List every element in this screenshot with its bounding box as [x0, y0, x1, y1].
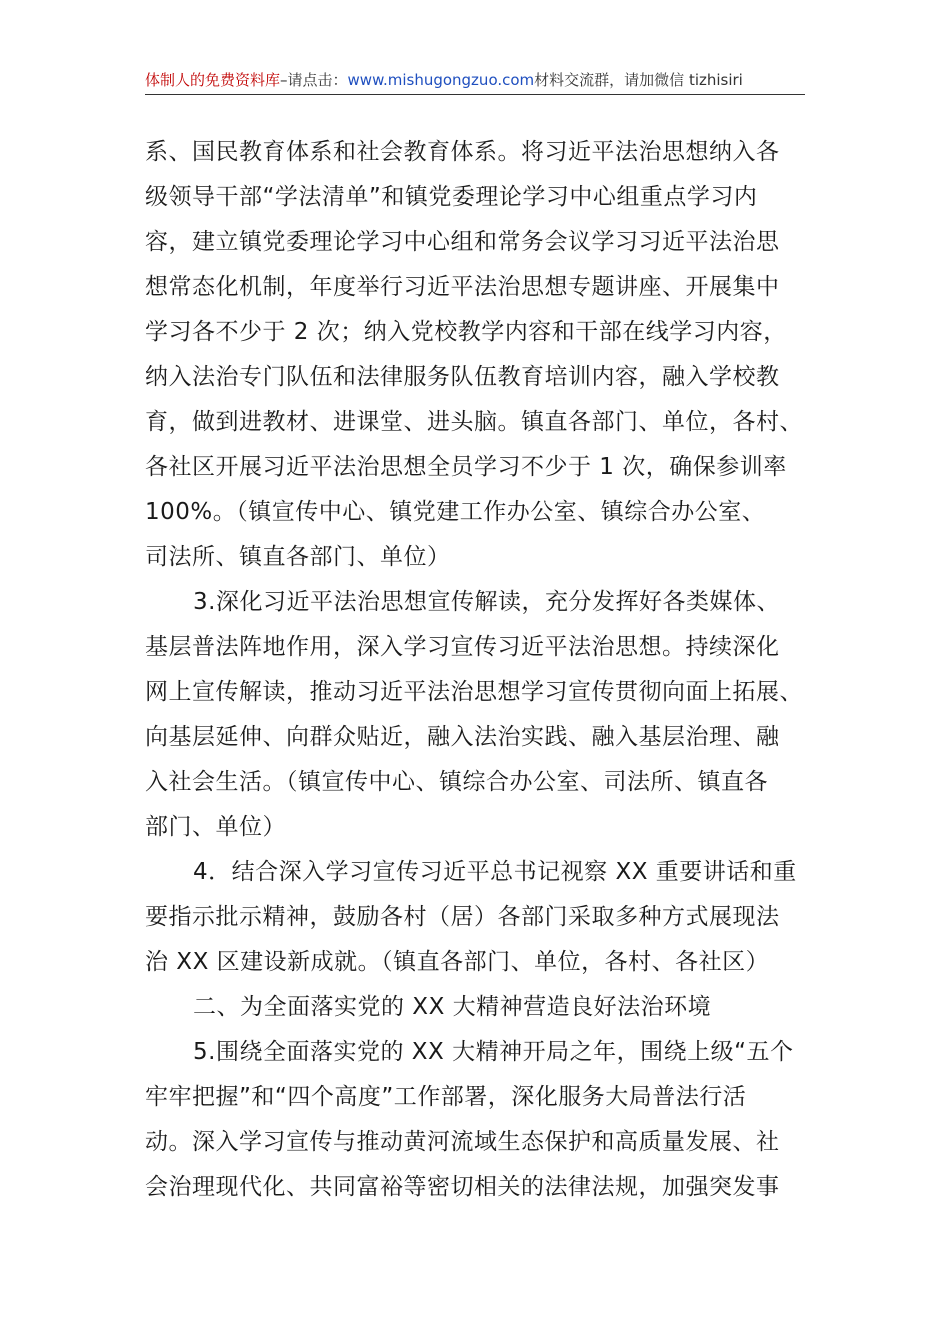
text-line: 系、国民教育体系和社会教育体系。将习近平法治思想纳入各: [145, 139, 780, 165]
text-line: 基层普法阵地作用，深入学习宣传习近平法治思想。持续深化: [145, 634, 780, 660]
text-line: 治 XX 区建设新成就。（镇直各部门、单位，各村、各社区）: [145, 949, 770, 975]
text-line: 纳入法治专门队伍和法律服务队伍教育培训内容，融入学校教: [145, 364, 780, 390]
header-website-link[interactable]: www.mishugongzuo.com: [347, 71, 535, 89]
header-prompt: –请点击：: [280, 71, 348, 89]
text-line: 想常态化机制，年度举行习近平法治思想专题讲座、开展集中: [145, 274, 780, 300]
text-line: 100%。（镇宣传中心、镇党建工作办公室、镇综合办公室、: [145, 499, 766, 525]
document-body: [145, 130, 815, 1210]
header-brand: 体制人的免费资料库: [145, 71, 281, 89]
text-line: 司法所、镇直各部门、单位）: [145, 544, 451, 570]
text-line: 要指示批示精神，鼓励各村（居）各部门采取多种方式展现法: [145, 904, 780, 930]
text-line: 网上宣传解读，推动习近平法治思想学习宣传贯彻向面上拓展、: [145, 679, 803, 705]
text-line: 各社区开展习近平法治思想全员学习不少于 1 次，确保参训率: [145, 454, 787, 480]
text-line: 入社会生活。（镇宣传中心、镇综合办公室、司法所、镇直各: [145, 769, 768, 795]
text-line: 部门、单位）: [145, 814, 286, 840]
text-line: 级领导干部“学法清单”和镇党委理论学习中心组重点学习内: [145, 184, 758, 210]
text-line: 学习各不少于 2 次；纳入党校教学内容和干部在线学习内容，: [145, 319, 787, 345]
paragraph-start-line: 4．结合深入学习宣传习近平总书记视察 XX 重要讲话和重: [193, 859, 797, 885]
paragraph-start-line: 3.深化习近平法治思想宣传解读，充分发挥好各类媒体、: [193, 589, 780, 615]
text-line: 牢牢把握”和“四个高度”工作部署，深化服务大局普法行活: [145, 1084, 747, 1110]
text-line: 会治理现代化、共同富裕等密切相关的法律法规，加强突发事: [145, 1174, 780, 1200]
text-line: 育，做到进教材、进课堂、进头脑。镇直各部门、单位，各村、: [145, 409, 803, 435]
header-note: 材料交流群，请加微信 tizhisiri: [534, 71, 743, 89]
text-line: 动。深入学习宣传与推动黄河流域生态保护和高质量发展、社: [145, 1129, 780, 1155]
text-line: 容，建立镇党委理论学习中心组和常务会议学习习近平法治思: [145, 229, 780, 255]
text-line: 向基层延伸、向群众贴近，融入法治实践、融入基层治理、融: [145, 724, 780, 750]
paragraph-start-line: 5.围绕全面落实党的 XX 大精神开局之年，围绕上级“五个: [193, 1039, 794, 1065]
section-heading: 二、为全面落实党的 XX 大精神营造良好法治环境: [193, 994, 712, 1020]
page-header: [145, 68, 805, 95]
